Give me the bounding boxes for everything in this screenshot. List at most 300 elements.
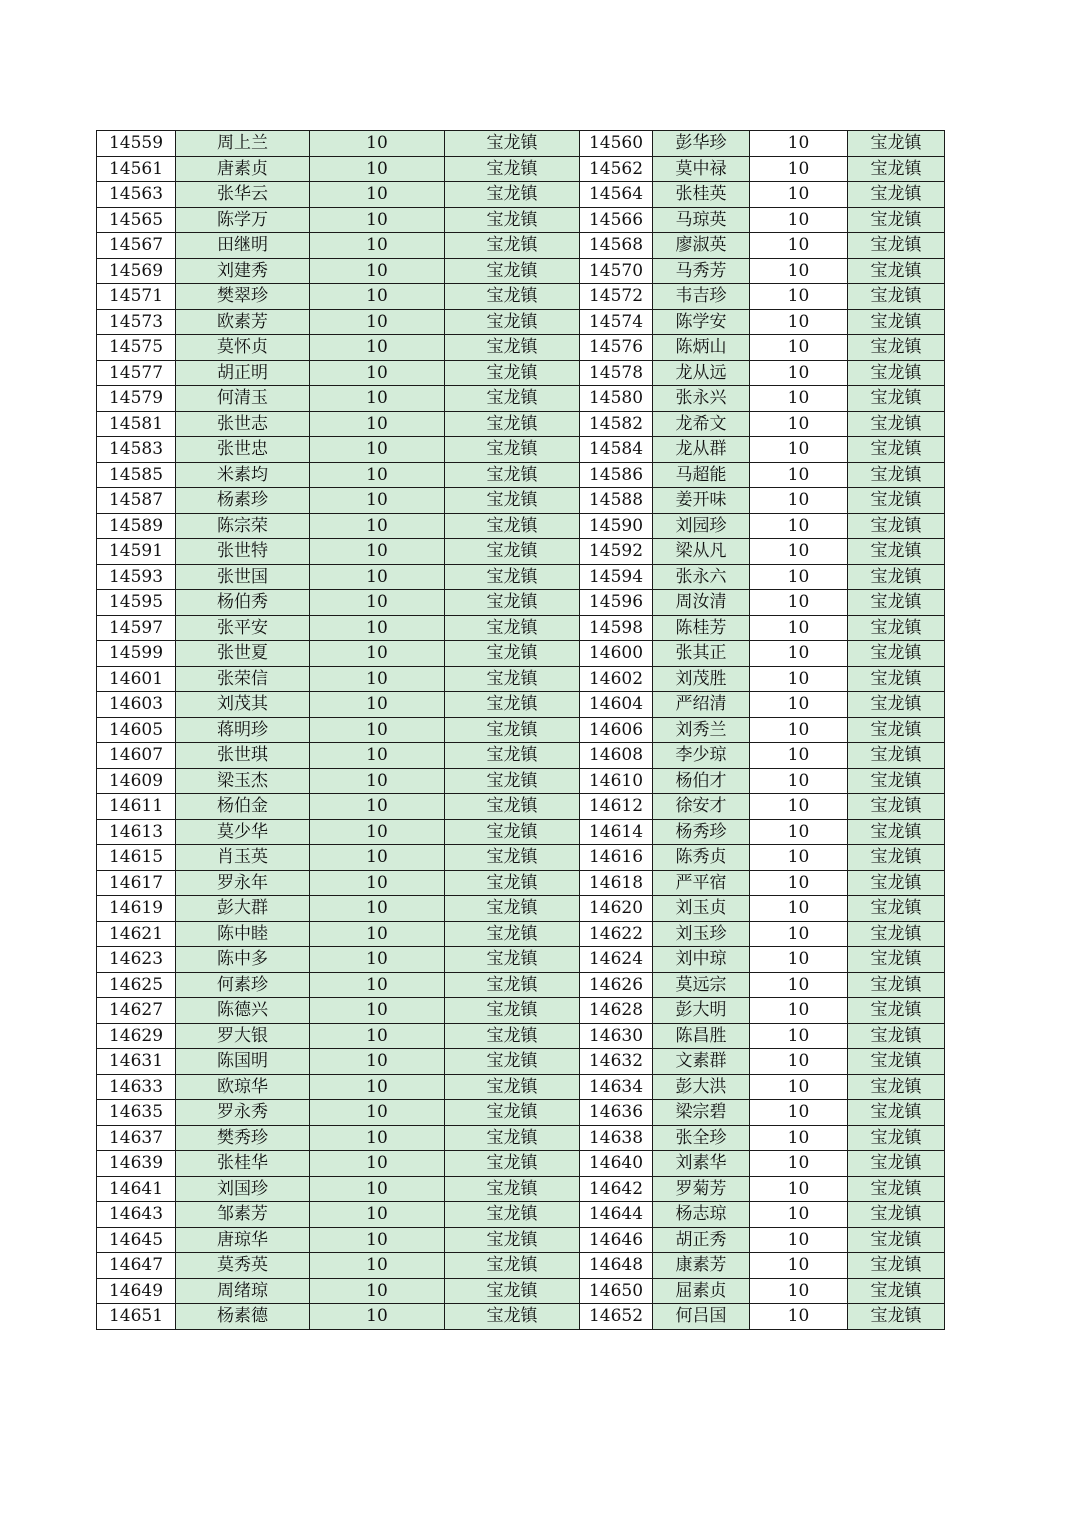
town-cell: 宝龙镇 xyxy=(445,462,580,488)
name-cell: 廖淑英 xyxy=(653,233,750,259)
id-cell: 14565 xyxy=(97,207,176,233)
name-cell: 张世夏 xyxy=(176,641,310,667)
id-cell: 14634 xyxy=(580,1074,653,1100)
id-cell: 14616 xyxy=(580,845,653,871)
name-cell: 刘玉贞 xyxy=(653,896,750,922)
amount-cell: 10 xyxy=(750,870,848,896)
id-cell: 14632 xyxy=(580,1049,653,1075)
table-row xyxy=(97,947,945,973)
town-cell: 宝龙镇 xyxy=(848,1202,945,1228)
amount-cell: 10 xyxy=(310,411,445,437)
amount-cell: 10 xyxy=(310,462,445,488)
town-cell: 宝龙镇 xyxy=(848,386,945,412)
name-cell: 陈中多 xyxy=(176,947,310,973)
name-cell: 张世忠 xyxy=(176,437,310,463)
name-cell: 陈昌胜 xyxy=(653,1023,750,1049)
table-row xyxy=(97,411,945,437)
amount-cell: 10 xyxy=(310,947,445,973)
amount-cell: 10 xyxy=(310,743,445,769)
id-cell: 14614 xyxy=(580,819,653,845)
name-cell: 康素芳 xyxy=(653,1253,750,1279)
amount-cell: 10 xyxy=(750,1304,848,1330)
town-cell: 宝龙镇 xyxy=(848,207,945,233)
id-cell: 14566 xyxy=(580,207,653,233)
name-cell: 陈桂芳 xyxy=(653,615,750,641)
name-cell: 李少琼 xyxy=(653,743,750,769)
town-cell: 宝龙镇 xyxy=(445,998,580,1024)
id-cell: 14601 xyxy=(97,666,176,692)
name-cell: 何素珍 xyxy=(176,972,310,998)
name-cell: 文素群 xyxy=(653,1049,750,1075)
id-cell: 14598 xyxy=(580,615,653,641)
amount-cell: 10 xyxy=(310,156,445,182)
name-cell: 邹素芳 xyxy=(176,1202,310,1228)
table-row xyxy=(97,539,945,565)
id-cell: 14589 xyxy=(97,513,176,539)
town-cell: 宝龙镇 xyxy=(848,794,945,820)
amount-cell: 10 xyxy=(750,666,848,692)
table-row xyxy=(97,309,945,335)
name-cell: 周绪琼 xyxy=(176,1278,310,1304)
town-cell: 宝龙镇 xyxy=(445,743,580,769)
amount-cell: 10 xyxy=(310,1049,445,1075)
town-cell: 宝龙镇 xyxy=(445,1023,580,1049)
name-cell: 何清玉 xyxy=(176,386,310,412)
amount-cell: 10 xyxy=(310,1074,445,1100)
amount-cell: 10 xyxy=(750,615,848,641)
name-cell: 唐素贞 xyxy=(176,156,310,182)
amount-cell: 10 xyxy=(310,233,445,259)
town-cell: 宝龙镇 xyxy=(445,156,580,182)
town-cell: 宝龙镇 xyxy=(445,972,580,998)
name-cell: 陈国明 xyxy=(176,1049,310,1075)
name-cell: 莫中禄 xyxy=(653,156,750,182)
amount-cell: 10 xyxy=(750,539,848,565)
amount-cell: 10 xyxy=(310,1227,445,1253)
id-cell: 14635 xyxy=(97,1100,176,1126)
name-cell: 张世国 xyxy=(176,564,310,590)
amount-cell: 10 xyxy=(750,284,848,310)
amount-cell: 10 xyxy=(310,258,445,284)
town-cell: 宝龙镇 xyxy=(848,717,945,743)
amount-cell: 10 xyxy=(750,488,848,514)
amount-cell: 10 xyxy=(310,284,445,310)
town-cell: 宝龙镇 xyxy=(848,488,945,514)
amount-cell: 10 xyxy=(310,437,445,463)
amount-cell: 10 xyxy=(310,1253,445,1279)
amount-cell: 10 xyxy=(310,717,445,743)
id-cell: 14561 xyxy=(97,156,176,182)
town-cell: 宝龙镇 xyxy=(445,1278,580,1304)
town-cell: 宝龙镇 xyxy=(848,462,945,488)
table-row xyxy=(97,156,945,182)
amount-cell: 10 xyxy=(750,947,848,973)
amount-cell: 10 xyxy=(750,1100,848,1126)
amount-cell: 10 xyxy=(750,972,848,998)
id-cell: 14624 xyxy=(580,947,653,973)
name-cell: 张世志 xyxy=(176,411,310,437)
amount-cell: 10 xyxy=(310,641,445,667)
table-row xyxy=(97,1151,945,1177)
name-cell: 米素均 xyxy=(176,462,310,488)
table-row xyxy=(97,360,945,386)
amount-cell: 10 xyxy=(750,641,848,667)
town-cell: 宝龙镇 xyxy=(848,1176,945,1202)
name-cell: 陈中睦 xyxy=(176,921,310,947)
amount-cell: 10 xyxy=(310,182,445,208)
id-cell: 14618 xyxy=(580,870,653,896)
data-table xyxy=(96,130,945,1330)
name-cell: 张其正 xyxy=(653,641,750,667)
name-cell: 蒋明珍 xyxy=(176,717,310,743)
id-cell: 14608 xyxy=(580,743,653,769)
table-body xyxy=(97,131,945,1330)
town-cell: 宝龙镇 xyxy=(445,335,580,361)
name-cell: 莫秀英 xyxy=(176,1253,310,1279)
table-row xyxy=(97,819,945,845)
table-row xyxy=(97,768,945,794)
table-row xyxy=(97,1202,945,1228)
amount-cell: 10 xyxy=(750,309,848,335)
town-cell: 宝龙镇 xyxy=(848,1049,945,1075)
name-cell: 刘玉珍 xyxy=(653,921,750,947)
table-row xyxy=(97,1304,945,1330)
town-cell: 宝龙镇 xyxy=(848,335,945,361)
name-cell: 莫怀贞 xyxy=(176,335,310,361)
amount-cell: 10 xyxy=(310,386,445,412)
amount-cell: 10 xyxy=(310,1202,445,1228)
id-cell: 14620 xyxy=(580,896,653,922)
name-cell: 罗菊芳 xyxy=(653,1176,750,1202)
amount-cell: 10 xyxy=(310,1125,445,1151)
amount-cell: 10 xyxy=(310,131,445,157)
id-cell: 14647 xyxy=(97,1253,176,1279)
town-cell: 宝龙镇 xyxy=(848,947,945,973)
name-cell: 梁玉杰 xyxy=(176,768,310,794)
town-cell: 宝龙镇 xyxy=(848,156,945,182)
town-cell: 宝龙镇 xyxy=(445,717,580,743)
town-cell: 宝龙镇 xyxy=(445,258,580,284)
town-cell: 宝龙镇 xyxy=(445,794,580,820)
town-cell: 宝龙镇 xyxy=(445,819,580,845)
name-cell: 欧琼华 xyxy=(176,1074,310,1100)
id-cell: 14581 xyxy=(97,411,176,437)
name-cell: 刘秀兰 xyxy=(653,717,750,743)
town-cell: 宝龙镇 xyxy=(848,411,945,437)
town-cell: 宝龙镇 xyxy=(848,309,945,335)
amount-cell: 10 xyxy=(750,590,848,616)
table-row xyxy=(97,488,945,514)
town-cell: 宝龙镇 xyxy=(445,564,580,590)
amount-cell: 10 xyxy=(750,794,848,820)
name-cell: 周上兰 xyxy=(176,131,310,157)
name-cell: 唐琼华 xyxy=(176,1227,310,1253)
name-cell: 韦吉珍 xyxy=(653,284,750,310)
name-cell: 欧素芳 xyxy=(176,309,310,335)
amount-cell: 10 xyxy=(310,870,445,896)
id-cell: 14628 xyxy=(580,998,653,1024)
amount-cell: 10 xyxy=(750,1151,848,1177)
table-row xyxy=(97,845,945,871)
id-cell: 14637 xyxy=(97,1125,176,1151)
id-cell: 14596 xyxy=(580,590,653,616)
amount-cell: 10 xyxy=(750,513,848,539)
name-cell: 龙希文 xyxy=(653,411,750,437)
name-cell: 张华云 xyxy=(176,182,310,208)
name-cell: 张桂华 xyxy=(176,1151,310,1177)
amount-cell: 10 xyxy=(750,156,848,182)
id-cell: 14610 xyxy=(580,768,653,794)
name-cell: 杨伯秀 xyxy=(176,590,310,616)
name-cell: 刘茂其 xyxy=(176,692,310,718)
amount-cell: 10 xyxy=(310,845,445,871)
name-cell: 杨伯才 xyxy=(653,768,750,794)
name-cell: 胡正秀 xyxy=(653,1227,750,1253)
table-row xyxy=(97,692,945,718)
amount-cell: 10 xyxy=(750,1176,848,1202)
table-row xyxy=(97,284,945,310)
id-cell: 14641 xyxy=(97,1176,176,1202)
id-cell: 14651 xyxy=(97,1304,176,1330)
amount-cell: 10 xyxy=(310,921,445,947)
id-cell: 14611 xyxy=(97,794,176,820)
id-cell: 14593 xyxy=(97,564,176,590)
id-cell: 14648 xyxy=(580,1253,653,1279)
name-cell: 杨素珍 xyxy=(176,488,310,514)
amount-cell: 10 xyxy=(310,972,445,998)
id-cell: 14615 xyxy=(97,845,176,871)
amount-cell: 10 xyxy=(310,1176,445,1202)
amount-cell: 10 xyxy=(310,590,445,616)
amount-cell: 10 xyxy=(750,845,848,871)
id-cell: 14582 xyxy=(580,411,653,437)
id-cell: 14609 xyxy=(97,768,176,794)
table-row xyxy=(97,896,945,922)
id-cell: 14592 xyxy=(580,539,653,565)
id-cell: 14606 xyxy=(580,717,653,743)
amount-cell: 10 xyxy=(750,360,848,386)
table-row xyxy=(97,1176,945,1202)
amount-cell: 10 xyxy=(750,1278,848,1304)
table-row xyxy=(97,921,945,947)
town-cell: 宝龙镇 xyxy=(445,845,580,871)
amount-cell: 10 xyxy=(750,717,848,743)
id-cell: 14580 xyxy=(580,386,653,412)
name-cell: 马秀芳 xyxy=(653,258,750,284)
id-cell: 14639 xyxy=(97,1151,176,1177)
id-cell: 14646 xyxy=(580,1227,653,1253)
name-cell: 陈学万 xyxy=(176,207,310,233)
table-row xyxy=(97,564,945,590)
id-cell: 14586 xyxy=(580,462,653,488)
town-cell: 宝龙镇 xyxy=(848,360,945,386)
town-cell: 宝龙镇 xyxy=(445,870,580,896)
amount-cell: 10 xyxy=(310,1100,445,1126)
town-cell: 宝龙镇 xyxy=(848,233,945,259)
amount-cell: 10 xyxy=(750,335,848,361)
name-cell: 杨志琼 xyxy=(653,1202,750,1228)
town-cell: 宝龙镇 xyxy=(445,1049,580,1075)
town-cell: 宝龙镇 xyxy=(445,768,580,794)
id-cell: 14633 xyxy=(97,1074,176,1100)
table-row xyxy=(97,335,945,361)
town-cell: 宝龙镇 xyxy=(848,692,945,718)
amount-cell: 10 xyxy=(750,386,848,412)
name-cell: 张世琪 xyxy=(176,743,310,769)
name-cell: 胡正明 xyxy=(176,360,310,386)
amount-cell: 10 xyxy=(750,998,848,1024)
name-cell: 马超能 xyxy=(653,462,750,488)
town-cell: 宝龙镇 xyxy=(848,1278,945,1304)
town-cell: 宝龙镇 xyxy=(848,972,945,998)
amount-cell: 10 xyxy=(750,233,848,259)
town-cell: 宝龙镇 xyxy=(848,743,945,769)
name-cell: 刘建秀 xyxy=(176,258,310,284)
id-cell: 14562 xyxy=(580,156,653,182)
table-row xyxy=(97,972,945,998)
amount-cell: 10 xyxy=(310,615,445,641)
amount-cell: 10 xyxy=(310,896,445,922)
id-cell: 14591 xyxy=(97,539,176,565)
id-cell: 14585 xyxy=(97,462,176,488)
name-cell: 陈学安 xyxy=(653,309,750,335)
town-cell: 宝龙镇 xyxy=(848,921,945,947)
town-cell: 宝龙镇 xyxy=(445,131,580,157)
name-cell: 张世特 xyxy=(176,539,310,565)
table-row xyxy=(97,870,945,896)
id-cell: 14649 xyxy=(97,1278,176,1304)
amount-cell: 10 xyxy=(310,309,445,335)
name-cell: 田继明 xyxy=(176,233,310,259)
id-cell: 14573 xyxy=(97,309,176,335)
amount-cell: 10 xyxy=(310,1278,445,1304)
id-cell: 14625 xyxy=(97,972,176,998)
town-cell: 宝龙镇 xyxy=(445,1100,580,1126)
table-row xyxy=(97,1023,945,1049)
id-cell: 14588 xyxy=(580,488,653,514)
name-cell: 陈德兴 xyxy=(176,998,310,1024)
town-cell: 宝龙镇 xyxy=(445,1151,580,1177)
id-cell: 14645 xyxy=(97,1227,176,1253)
amount-cell: 10 xyxy=(310,819,445,845)
id-cell: 14579 xyxy=(97,386,176,412)
amount-cell: 10 xyxy=(310,1304,445,1330)
name-cell: 张永六 xyxy=(653,564,750,590)
table-row xyxy=(97,590,945,616)
name-cell: 张桂英 xyxy=(653,182,750,208)
name-cell: 严平宿 xyxy=(653,870,750,896)
id-cell: 14564 xyxy=(580,182,653,208)
town-cell: 宝龙镇 xyxy=(848,1125,945,1151)
table-row xyxy=(97,794,945,820)
name-cell: 莫远宗 xyxy=(653,972,750,998)
id-cell: 14652 xyxy=(580,1304,653,1330)
table-row xyxy=(97,1125,945,1151)
town-cell: 宝龙镇 xyxy=(445,182,580,208)
town-cell: 宝龙镇 xyxy=(848,284,945,310)
town-cell: 宝龙镇 xyxy=(445,921,580,947)
table-row xyxy=(97,717,945,743)
town-cell: 宝龙镇 xyxy=(445,513,580,539)
town-cell: 宝龙镇 xyxy=(445,309,580,335)
id-cell: 14617 xyxy=(97,870,176,896)
town-cell: 宝龙镇 xyxy=(848,258,945,284)
name-cell: 罗永秀 xyxy=(176,1100,310,1126)
table-row xyxy=(97,462,945,488)
name-cell: 彭大群 xyxy=(176,896,310,922)
name-cell: 彭华珍 xyxy=(653,131,750,157)
amount-cell: 10 xyxy=(750,743,848,769)
name-cell: 张平安 xyxy=(176,615,310,641)
town-cell: 宝龙镇 xyxy=(848,513,945,539)
town-cell: 宝龙镇 xyxy=(445,539,580,565)
id-cell: 14575 xyxy=(97,335,176,361)
table-row xyxy=(97,615,945,641)
town-cell: 宝龙镇 xyxy=(848,182,945,208)
name-cell: 杨伯金 xyxy=(176,794,310,820)
town-cell: 宝龙镇 xyxy=(445,1202,580,1228)
table-row xyxy=(97,641,945,667)
id-cell: 14630 xyxy=(580,1023,653,1049)
id-cell: 14650 xyxy=(580,1278,653,1304)
id-cell: 14642 xyxy=(580,1176,653,1202)
town-cell: 宝龙镇 xyxy=(848,437,945,463)
amount-cell: 10 xyxy=(750,462,848,488)
id-cell: 14559 xyxy=(97,131,176,157)
amount-cell: 10 xyxy=(310,998,445,1024)
amount-cell: 10 xyxy=(310,488,445,514)
town-cell: 宝龙镇 xyxy=(848,819,945,845)
amount-cell: 10 xyxy=(750,411,848,437)
town-cell: 宝龙镇 xyxy=(848,1227,945,1253)
name-cell: 梁宗碧 xyxy=(653,1100,750,1126)
town-cell: 宝龙镇 xyxy=(848,539,945,565)
name-cell: 龙从远 xyxy=(653,360,750,386)
table-row xyxy=(97,1227,945,1253)
name-cell: 罗大银 xyxy=(176,1023,310,1049)
id-cell: 14599 xyxy=(97,641,176,667)
table-row xyxy=(97,386,945,412)
name-cell: 姜开味 xyxy=(653,488,750,514)
table-row xyxy=(97,258,945,284)
id-cell: 14576 xyxy=(580,335,653,361)
id-cell: 14623 xyxy=(97,947,176,973)
id-cell: 14621 xyxy=(97,921,176,947)
name-cell: 陈秀贞 xyxy=(653,845,750,871)
name-cell: 莫少华 xyxy=(176,819,310,845)
table-row xyxy=(97,182,945,208)
town-cell: 宝龙镇 xyxy=(445,1176,580,1202)
amount-cell: 10 xyxy=(310,1023,445,1049)
id-cell: 14604 xyxy=(580,692,653,718)
name-cell: 刘茂胜 xyxy=(653,666,750,692)
amount-cell: 10 xyxy=(750,437,848,463)
town-cell: 宝龙镇 xyxy=(445,1074,580,1100)
id-cell: 14613 xyxy=(97,819,176,845)
town-cell: 宝龙镇 xyxy=(848,768,945,794)
name-cell: 张永兴 xyxy=(653,386,750,412)
id-cell: 14569 xyxy=(97,258,176,284)
id-cell: 14627 xyxy=(97,998,176,1024)
amount-cell: 10 xyxy=(750,1125,848,1151)
id-cell: 14603 xyxy=(97,692,176,718)
id-cell: 14612 xyxy=(580,794,653,820)
town-cell: 宝龙镇 xyxy=(445,666,580,692)
table-row xyxy=(97,437,945,463)
amount-cell: 10 xyxy=(750,131,848,157)
amount-cell: 10 xyxy=(750,1023,848,1049)
town-cell: 宝龙镇 xyxy=(445,488,580,514)
